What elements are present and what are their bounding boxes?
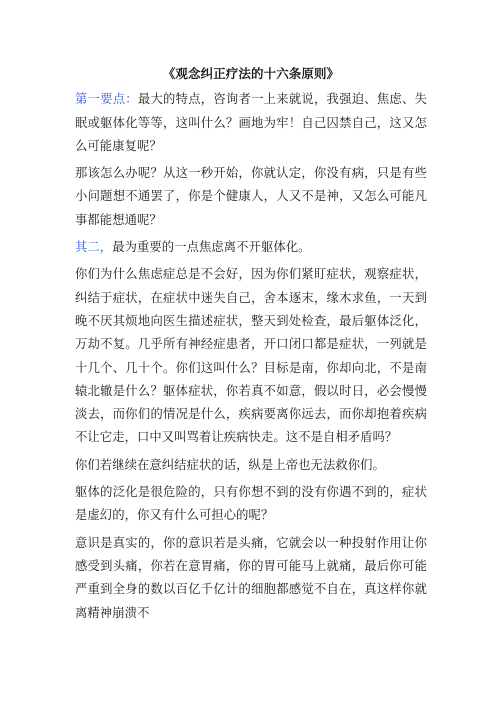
paragraph-6	[75, 481, 427, 528]
paragraph-text: 最大的特点，咨询者一上来就说，我强迫、焦虑、失眠或躯体化等等，这叫什么？画地为牢！自己囚禁自己，这又怎么可能康复呢？	[75, 92, 427, 153]
paragraph-text: 最为重要的一点焦虑离不开躯体化。	[112, 240, 311, 255]
paragraph-4	[75, 263, 427, 449]
paragraph-text: 躯体的泛化是很危险的，只有你想不到的没有你遇不到的，症状是虚幻的，你又有什么可担心的呢？	[75, 485, 427, 523]
document-page	[75, 62, 427, 629]
paragraph-text: 意识是真实的，你的意识若是头痛，它就会以一种投射作用让你感受到头痛，你若在意胃痛，你的胃可能马上就痛，最后你可能严重到全身的数以百亿千亿计的细胞都感觉不自在，真这样你就离精神崩溃不	[75, 535, 427, 620]
paragraph-7	[75, 532, 427, 625]
paragraph-1	[75, 88, 427, 158]
paragraph-3	[75, 236, 427, 259]
paragraph-lead: 第一要点：	[75, 92, 138, 107]
document-title: 《观念纠正疗法的十六条原则》	[162, 66, 340, 81]
paragraph-text: 你们为什么焦虑症总是不会好，因为你们紧盯症状，观察症状，纠结于症状，在症状中迷失自己，舍本逐末，缘木求鱼，一天到晚不厌其烦地向医生描述症状，整天到处检查，最后躯体泛化，万劫不复。几乎所有神经症患者，开口闭口都是症状，一列就是十几个、几十个。你们这叫什么？目标是南，你却向北，不是南辕北辙是什么？躯体症状，你若真不如意，假以时日，必会慢慢淡去，而你们的情况是什么，疾病要离你远去，而你却抱着疾病不让它走，口中又叫骂着让疾病快走。这不是自相矛盾吗？	[75, 267, 427, 445]
paragraph-text: 你们若继续在意纠结症状的话，纵是上帝也无法救你们。	[75, 457, 385, 472]
paragraph-lead: 其二，	[75, 240, 113, 255]
paragraph-text: 那该怎么办呢？从这一秒开始，你就认定，你没有病，只是有些小问题想不通罢了，你是个健康人，人又不是神，又怎么可能凡事都能想通呢？	[75, 166, 427, 227]
paragraph-5	[75, 454, 427, 477]
paragraph-2	[75, 162, 427, 232]
